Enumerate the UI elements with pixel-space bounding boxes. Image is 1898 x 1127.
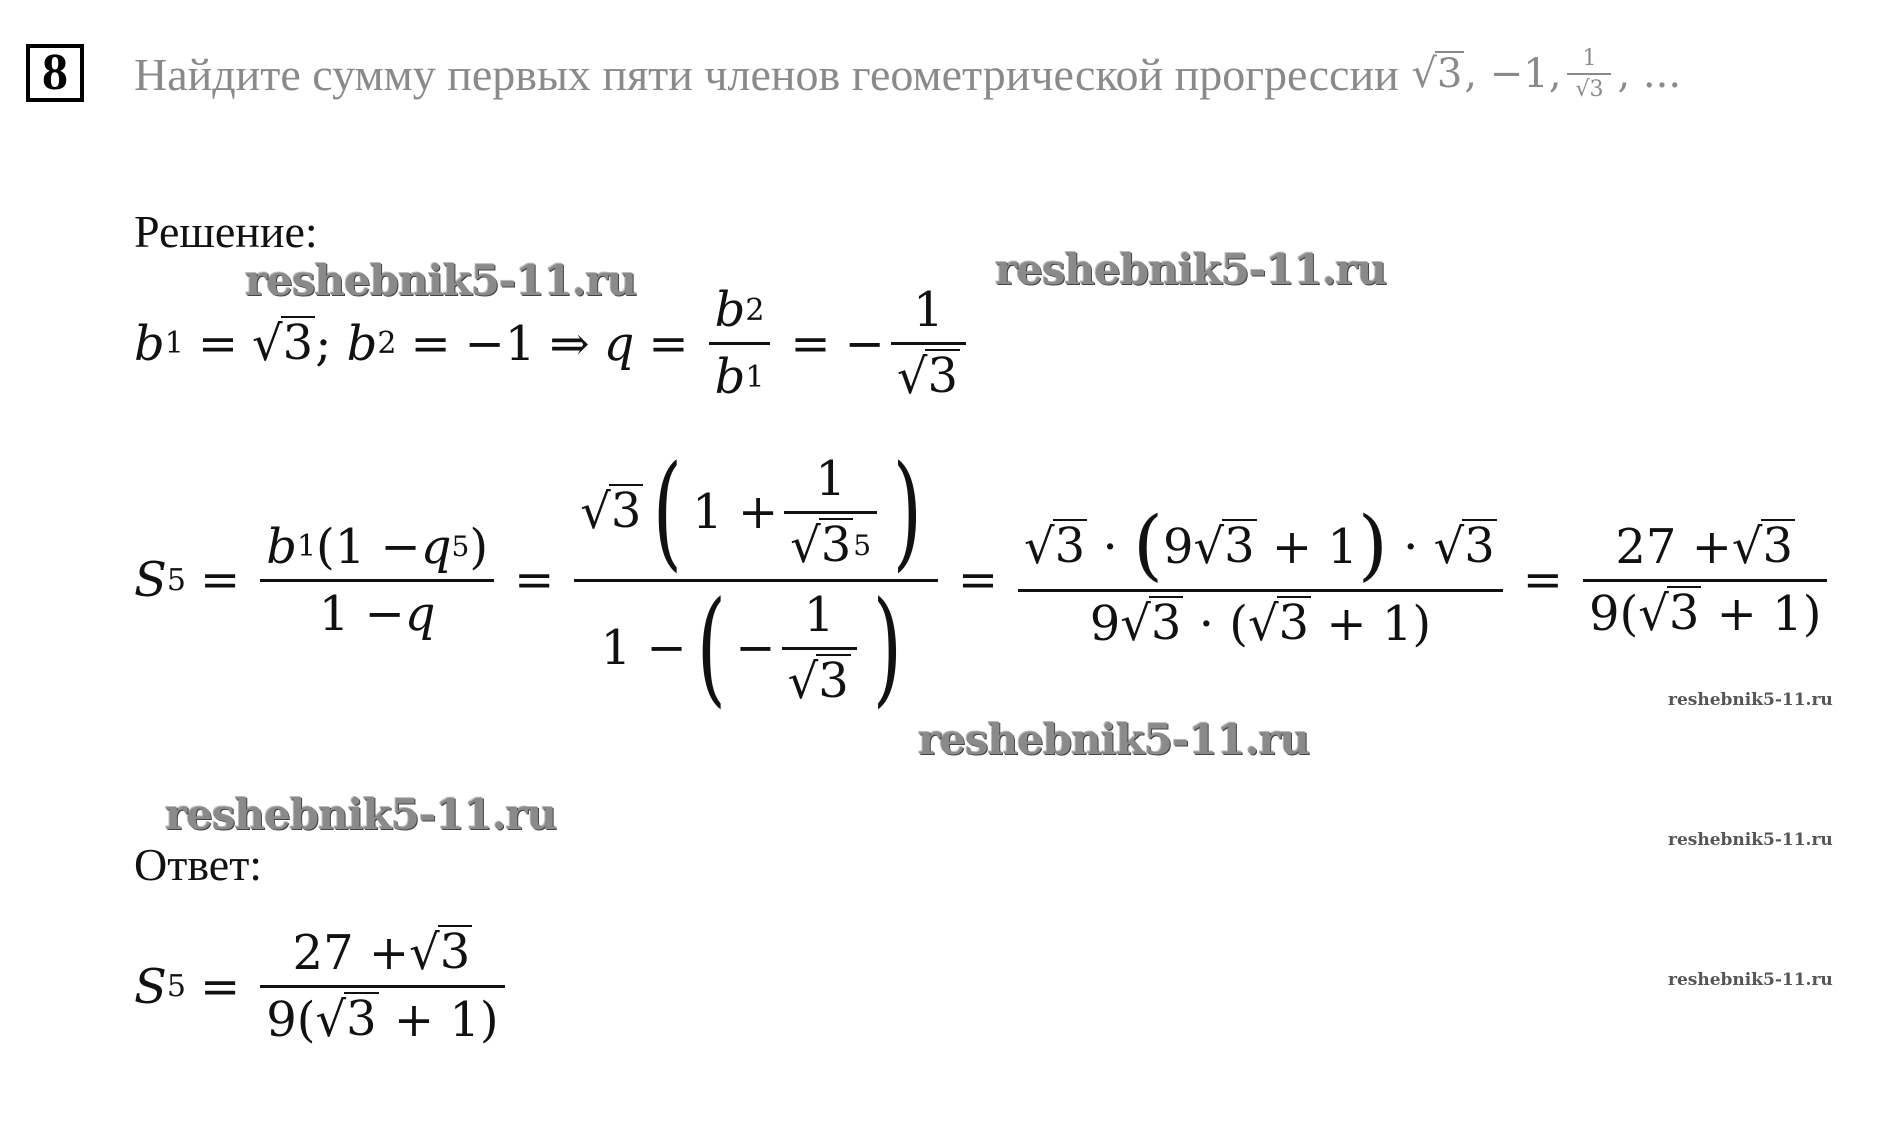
problem-number: 8 [26,44,84,102]
watermark-small: reshebnik5-11.ru [1668,970,1833,990]
sequence: √ 3 , −1, $\frac{1}{√3}$ , ... [1411,46,1682,102]
watermark: reshebnik5-11.ru [245,256,637,305]
term-1: √ 3 [1411,51,1463,97]
watermark: reshebnik5-11.ru [918,715,1310,764]
equation-s5: S 5 = b 1 (1 − q 5 ) 1 − q = √ 3 ( 1 + 1 √ 3 5 ) 1 − ( − 1 √ 3 ) = √ 3 · ( 9 √ 3 + 1 ) · √ 3 9 √ 3 · ( √ 3 + 1) = 27 + √ 3 9( √ 3 + 1) [134,450,1833,711]
watermark-small: reshebnik5-11.ru [1668,830,1833,850]
term-2: −1, [1477,51,1562,97]
watermark-small: reshebnik5-11.ru [1668,690,1833,710]
problem-statement [134,46,1681,102]
term-3: $\frac{1}{√3}$ [1567,46,1611,102]
equation-q: b 1 = √ 3 ; b 2 = −1 ⇒ q = b 2 b 1 = − 1 √ 3 [134,282,972,405]
watermark: reshebnik5-11.ru [165,790,557,839]
watermark: reshebnik5-11.ru [995,245,1387,294]
ellipsis: , ... [1617,51,1682,97]
answer-label: Ответ: [134,839,263,890]
solution-label: Решение: [134,206,318,257]
answer-equation: S 5 = 27 + √ 3 9( √ 3 + 1) [134,925,511,1048]
problem-text: Найдите сумму первых пяти членов геометрической прогрессии [134,48,1399,100]
